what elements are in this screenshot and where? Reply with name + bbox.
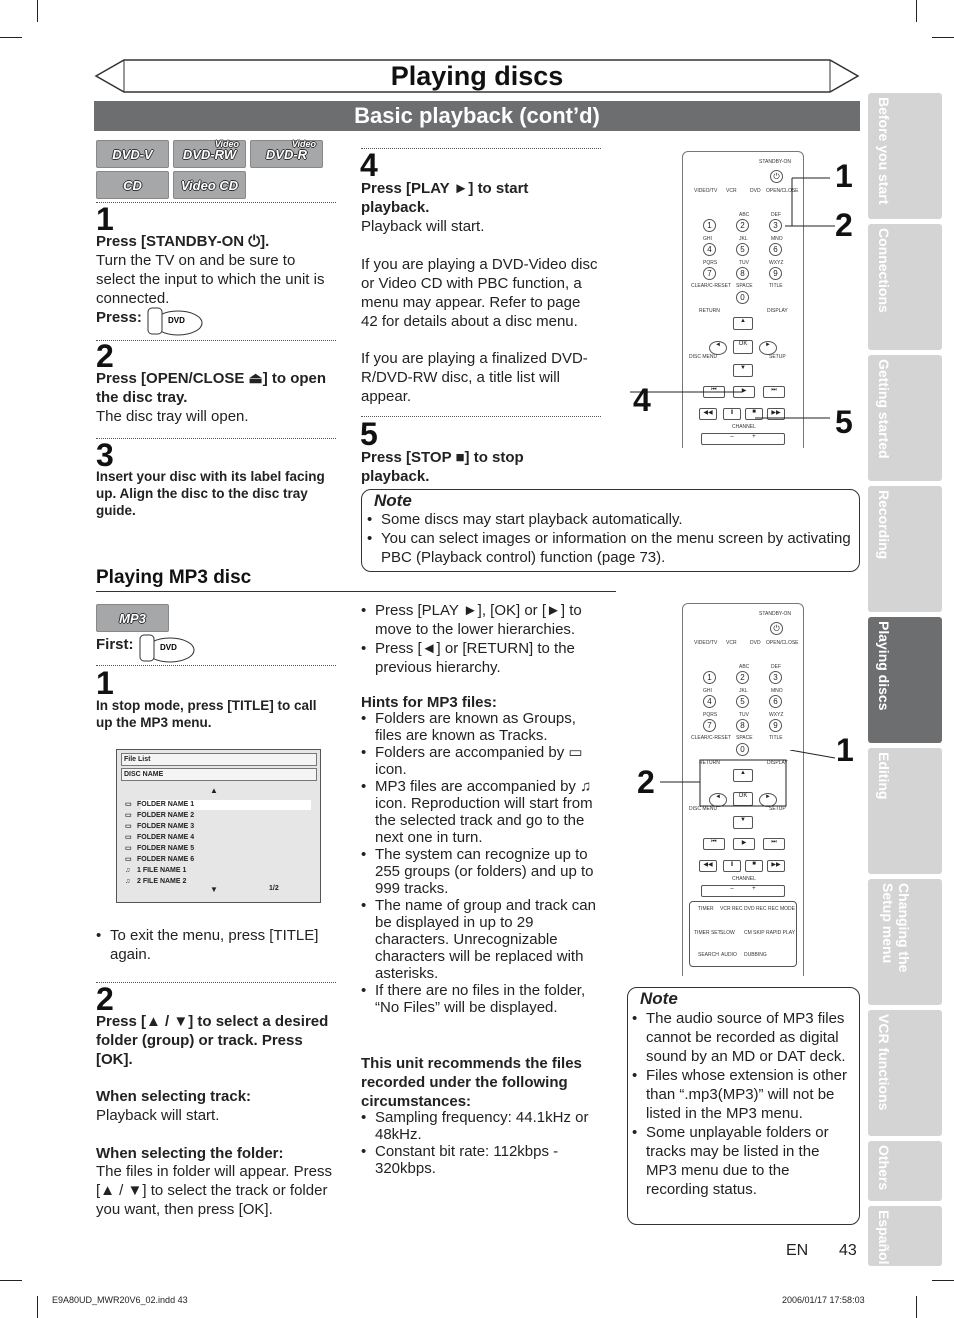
channel-key: – + (701, 433, 785, 445)
num-key: 3 (769, 671, 782, 684)
skip-forward-icon: ⏭ (763, 838, 785, 850)
dvd-v-badge (96, 140, 169, 168)
remote-label: PQRS (703, 712, 718, 718)
callout-number: 2 (835, 207, 853, 243)
crop-mark (916, 0, 917, 22)
step1-body: Turn the TV on and be sure to select the input to which the unit is connected. (96, 252, 325, 307)
crop-mark (0, 37, 22, 38)
num-key: 0 (736, 291, 749, 304)
remote-label: REC MODE (768, 906, 795, 912)
badge-sub-label: Video (214, 139, 239, 149)
remote-label: DEF (771, 664, 781, 670)
recommend-item: • Constant bit rate: 112kbps - 320kbps. (361, 1143, 601, 1177)
remote-label: ABC (739, 212, 750, 218)
remote-label: DVD (750, 640, 761, 646)
divider (96, 438, 336, 439)
dvd-r-badge (250, 140, 323, 168)
tab-label: Changing the Setup menu (880, 883, 912, 973)
remote-label: TUV (739, 260, 749, 266)
section-heading: Playing MP3 disc (96, 567, 252, 588)
remote-label: GHI (703, 236, 712, 242)
callout-number: 4 (633, 382, 651, 418)
tab-label: Editing (876, 752, 892, 800)
remote-label: DISPLAY (767, 760, 788, 766)
remote-label: OPEN/CLOSE (766, 640, 799, 646)
num-key: 9 (769, 719, 782, 732)
remote-label: JKL (739, 236, 748, 242)
remote-label: VIDEO/TV (694, 188, 718, 194)
remote-label: ABC (739, 664, 750, 670)
step-number: 1 (96, 201, 114, 237)
crop-mark (37, 0, 38, 22)
file-list-header: File List (121, 753, 317, 766)
mp3-step2-title: Press [▲ / ▼] to select a desired folder (group) or track. Press [OK]. (96, 1013, 329, 1068)
num-key: 0 (736, 743, 749, 756)
remote-label: PQRS (703, 260, 718, 266)
remote-label: STANDBY-ON (759, 611, 791, 617)
pause-icon: Ⅱ (723, 860, 741, 872)
remote-label: DEF (771, 212, 781, 218)
badge-label: Video CD (180, 178, 239, 193)
list-item: ▭ FOLDER NAME 5 (125, 845, 195, 852)
tab-before-you-start[interactable] (868, 93, 942, 219)
file-list-screen (116, 749, 321, 903)
num-key: 5 (736, 243, 749, 256)
hint-item: • The name of group and track can be displayed in up to 29 characters. Unrecognizable characters will be replaced with asterisks. (361, 897, 601, 982)
stop-icon: ■ (745, 860, 763, 872)
remote-label: TITLE (769, 283, 783, 289)
remote-label: JKL (739, 688, 748, 694)
tab-espanol[interactable] (868, 1206, 942, 1266)
hints-list (361, 710, 601, 1016)
right-arrow-icon: ► (759, 341, 777, 355)
remote-label: VIDEO/TV (694, 640, 718, 646)
remote-label: WXYZ (769, 712, 784, 718)
tab-label: VCR functions (876, 1014, 892, 1111)
scroll-down-icon: ▼ (210, 885, 218, 894)
folder-icon: ▭ (125, 834, 132, 841)
when-folder-body: The files in folder will appear. Press [▲ / ▼] to select the track or folder you want, then press [OK]. (96, 1163, 332, 1218)
note-box-2 (627, 987, 860, 1225)
remote-label: CHANNEL (732, 876, 756, 882)
remote-label: DISC MENU (689, 354, 718, 360)
badge-label: DVD-V (112, 147, 153, 162)
step1-title: Press [STANDBY-ON ⏻]. (96, 233, 270, 250)
remote-label: OPEN/CLOSE (766, 188, 799, 194)
num-key: 5 (736, 695, 749, 708)
mp3-step1-title: In stop mode, press [TITLE] to call up the MP3 menu. (96, 698, 317, 730)
badge-label: CD (123, 178, 142, 193)
num-key: 1 (703, 671, 716, 684)
standby-icon: ⏻ (770, 622, 783, 635)
remote-label: TIMER (698, 906, 714, 912)
language-label: EN (786, 1242, 809, 1259)
tab-others[interactable] (868, 1141, 942, 1201)
tab-label: Before you start (876, 97, 892, 205)
tab-recording[interactable] (868, 486, 942, 612)
rewind-icon: ◀◀ (699, 860, 717, 872)
step-number: 1 (96, 665, 114, 701)
pause-icon: Ⅱ (723, 408, 741, 420)
note-item: • Some discs may start playback automatically. (367, 510, 852, 529)
remote-lower-panel (689, 901, 797, 967)
list-item: ▭ FOLDER NAME 3 (125, 823, 195, 830)
tab-playing-discs[interactable] (868, 617, 942, 743)
step-number: 2 (96, 338, 114, 374)
disc-name: DISC NAME (121, 768, 317, 781)
step-number: 5 (360, 416, 378, 452)
step-number: 4 (360, 147, 378, 183)
remote-label: CHANNEL (732, 424, 756, 430)
fast-forward-icon: ▶▶ (767, 408, 785, 420)
page-title-banner (94, 57, 860, 95)
callout-number: 2 (637, 764, 655, 800)
exit-note (96, 926, 332, 964)
remote-label: MNO (771, 236, 783, 242)
list-item: ▭ FOLDER NAME 1 (125, 801, 195, 808)
step4-body3: If you are playing a finalized DVD-R/DVD-RW disc, a title list will appear. (361, 350, 588, 405)
step4-title: Press [PLAY ►] to start playback. (361, 180, 529, 216)
standby-icon: ⏻ (770, 170, 783, 183)
page-title: Playing discs (390, 61, 564, 91)
remote-label: SETUP (769, 354, 786, 360)
dvd-button-icon (138, 633, 196, 663)
callout-number: 1 (836, 732, 854, 768)
badge-label: DVD-RW (182, 147, 237, 162)
scroll-up-icon: ▲ (210, 786, 218, 795)
hint-item: • MP3 files are accompanied by ♫ icon. Reproduction will start from the selected track and go to the next one in turn. (361, 778, 601, 846)
badge-sub-label: Video (291, 139, 316, 149)
callout-number: 5 (835, 404, 853, 440)
badge-label: MP3 (119, 611, 146, 626)
recommend-heading: This unit recommends the files recorded under the following circumstances: (361, 1055, 582, 1110)
music-icon: ♫ (125, 867, 131, 874)
icon-label: DVD (160, 643, 177, 652)
note-item: • The audio source of MP3 files cannot be recorded as digital sound by an MD or DAT deck. (632, 1009, 854, 1066)
folder-icon: ▭ (125, 812, 132, 819)
video-cd-badge (173, 171, 246, 199)
step4-body1: Playback will start. (361, 218, 485, 235)
step3-title: Insert your disc with its label facing up. Align the disc to the disc tray guide. (96, 469, 325, 518)
tab-changing-setup-menu[interactable] (868, 879, 942, 1005)
note-item: • Files whose extension is other than “.mp3(MP3)” will not be listed in the MP3 menu. (632, 1066, 854, 1123)
tab-label: Getting started (876, 359, 892, 459)
icon-label: DVD (168, 316, 185, 325)
crop-mark (932, 1280, 954, 1281)
remote-label: STANDBY-ON (759, 159, 791, 165)
remote-label: SEARCH (698, 952, 719, 958)
remote-label: TIMER SET (694, 930, 721, 936)
bullet-item: • Press [◄] or [RETURN] to the previous hierarchy. (361, 639, 601, 677)
remote-label: RETURN (699, 308, 720, 314)
bullet-item: • Press [PLAY ►], [OK] or [►] to move to the lower hierarchies. (361, 601, 601, 639)
divider (96, 982, 336, 983)
remote-label: WXYZ (769, 260, 784, 266)
when-folder-heading: When selecting the folder: (96, 1145, 284, 1162)
num-key: 1 (703, 219, 716, 232)
note-title: Note (374, 491, 412, 510)
step4-body2: If you are playing a DVD-Video disc or Video CD with PBC function, a menu may appear. Refer to page 42 for details about a disc menu. (361, 256, 598, 330)
num-key: 2 (736, 671, 749, 684)
note-title: Note (640, 989, 678, 1008)
section-title: Basic playback (cont’d) (354, 103, 600, 128)
num-key: 2 (736, 219, 749, 232)
num-key: 9 (769, 267, 782, 280)
ok-key: OK (733, 792, 753, 806)
remote-label: VCR REC (720, 906, 743, 912)
remote-label: TUV (739, 712, 749, 718)
tab-getting-started[interactable] (868, 355, 942, 481)
crop-mark (37, 1296, 38, 1318)
tab-editing[interactable] (868, 748, 942, 874)
num-key: 4 (703, 695, 716, 708)
num-key: 8 (736, 719, 749, 732)
section-rule (96, 591, 616, 592)
list-item: ♫ 2 FILE NAME 2 (125, 878, 187, 885)
up-arrow-icon: ▲ (733, 317, 753, 330)
remote-label: CLEAR/C-RESET (691, 283, 732, 289)
remote-label: CLEAR/C-RESET (691, 735, 732, 741)
step2-body: The disc tray will open. (96, 408, 249, 425)
remote-label: RAPID PLAY (766, 930, 796, 936)
step-number: 3 (96, 437, 114, 473)
hint-item: • The system can recognize up to 255 groups (or folders) and up to 999 tracks. (361, 846, 601, 897)
note-item: • Some unplayable folders or tracks may be listed in the MP3 menu due to the recording status. (632, 1123, 854, 1199)
left-arrow-icon: ◄ (709, 341, 727, 355)
remote-label: DVD REC (744, 906, 767, 912)
remote-label: RETURN (699, 760, 720, 766)
page-number: 43 (839, 1242, 857, 1259)
divider (96, 340, 336, 341)
recommend-list (361, 1109, 601, 1177)
up-arrow-icon: ▲ (733, 769, 753, 782)
mp3-badge (96, 604, 169, 632)
folder-icon: ▭ (125, 845, 132, 852)
when-track-body: Playback will start. (96, 1107, 220, 1124)
skip-back-icon: ⏮ (703, 838, 725, 850)
crop-mark (932, 37, 954, 38)
tab-label: Recording (876, 490, 892, 560)
num-key: 8 (736, 267, 749, 280)
step-number: 2 (96, 981, 114, 1017)
remote-label: SPACE (736, 283, 753, 289)
note-list (367, 510, 852, 567)
play-icon: ▶ (733, 386, 755, 398)
list-item: ▭ FOLDER NAME 4 (125, 834, 195, 841)
folder-icon: ▭ (125, 856, 132, 863)
page-indicator: 1/2 (269, 885, 279, 892)
tab-label: Others (876, 1145, 892, 1191)
hint-item: • Folders are known as Groups, files are known as Tracks. (361, 710, 601, 744)
hint-item: • If there are no files in the folder, “No Files” will be displayed. (361, 982, 601, 1016)
list-item: ▭ FOLDER NAME 6 (125, 856, 195, 863)
divider (96, 665, 336, 666)
remote-label: GHI (703, 688, 712, 694)
divider (361, 148, 601, 149)
press-label: Press: (96, 309, 142, 326)
cd-badge (96, 171, 169, 199)
crop-mark (0, 1280, 22, 1281)
remote-label: DISPLAY (767, 308, 788, 314)
exit-note-item: • To exit the menu, press [TITLE] again. (96, 926, 332, 964)
remote-label: DVD (750, 188, 761, 194)
remote-label: VCR (726, 640, 737, 646)
remote-label: MNO (771, 688, 783, 694)
num-key: 3 (769, 219, 782, 232)
remote-label: SLOW (720, 930, 735, 936)
down-arrow-icon: ▼ (733, 364, 753, 377)
fast-forward-icon: ▶▶ (767, 860, 785, 872)
crop-mark (916, 1296, 917, 1318)
stop-icon: ■ (745, 408, 763, 420)
note-list (632, 1009, 854, 1199)
hints-heading: Hints for MP3 files: (361, 694, 497, 711)
dvd-rw-badge (173, 140, 246, 168)
footer-timestamp: 2006/01/17 17:58:03 (782, 1295, 865, 1305)
navigation-bullets (361, 601, 601, 677)
skip-back-icon: ⏮ (703, 386, 725, 398)
folder-icon: ▭ (125, 823, 132, 830)
num-key: 7 (703, 267, 716, 280)
num-key: 7 (703, 719, 716, 732)
play-icon: ▶ (733, 838, 755, 850)
num-key: 4 (703, 243, 716, 256)
first-label: First: (96, 636, 134, 653)
list-item: ▭ FOLDER NAME 2 (125, 812, 195, 819)
remote-label: DISC MENU (689, 806, 718, 812)
tab-label: Connections (876, 228, 892, 313)
divider (361, 416, 601, 417)
hint-item: • Folders are accompanied by ▭ icon. (361, 744, 601, 778)
remote-label: DUBBING (744, 952, 767, 958)
tab-connections[interactable] (868, 224, 942, 350)
step2-title: Press [OPEN/CLOSE ⏏] to open the disc tray. (96, 370, 327, 406)
ok-key: OK (733, 340, 753, 354)
left-arrow-icon: ◄ (709, 793, 727, 807)
down-arrow-icon: ▼ (733, 816, 753, 829)
remote-label: CM SKIP (744, 930, 765, 936)
section-bar (94, 101, 860, 131)
folder-icon: ▭ (125, 801, 132, 808)
tab-label: Playing discs (876, 621, 892, 711)
remote-label: SPACE (736, 735, 753, 741)
step5-title: Press [STOP ■] to stop playback. (361, 449, 524, 485)
note-item: • You can select images or information on the menu screen by activating PBC (Playback control) function (page 73). (367, 529, 852, 567)
tab-label: Español (876, 1210, 892, 1265)
list-item: ♫ 1 FILE NAME 1 (125, 867, 187, 874)
footer-file-name: E9A80UD_MWR20V6_02.indd 43 (52, 1295, 188, 1305)
skip-forward-icon: ⏭ (763, 386, 785, 398)
remote-label: AUDIO (721, 952, 737, 958)
note-box (361, 489, 860, 572)
badge-label: DVD-R (265, 147, 308, 162)
dvd-button-icon (146, 306, 204, 336)
num-key: 6 (769, 695, 782, 708)
recommend-item: • Sampling frequency: 44.1kHz or 48kHz. (361, 1109, 601, 1143)
divider (96, 202, 336, 203)
remote-label: VCR (726, 188, 737, 194)
channel-key: – + (701, 885, 785, 897)
remote-label: SETUP (769, 806, 786, 812)
callout-number: 1 (835, 158, 853, 194)
tab-vcr-functions[interactable] (868, 1010, 942, 1136)
num-key: 6 (769, 243, 782, 256)
when-track-heading: When selecting track: (96, 1088, 252, 1105)
right-arrow-icon: ► (759, 793, 777, 807)
rewind-icon: ◀◀ (699, 408, 717, 420)
music-icon: ♫ (125, 878, 131, 885)
remote-label: TITLE (769, 735, 783, 741)
